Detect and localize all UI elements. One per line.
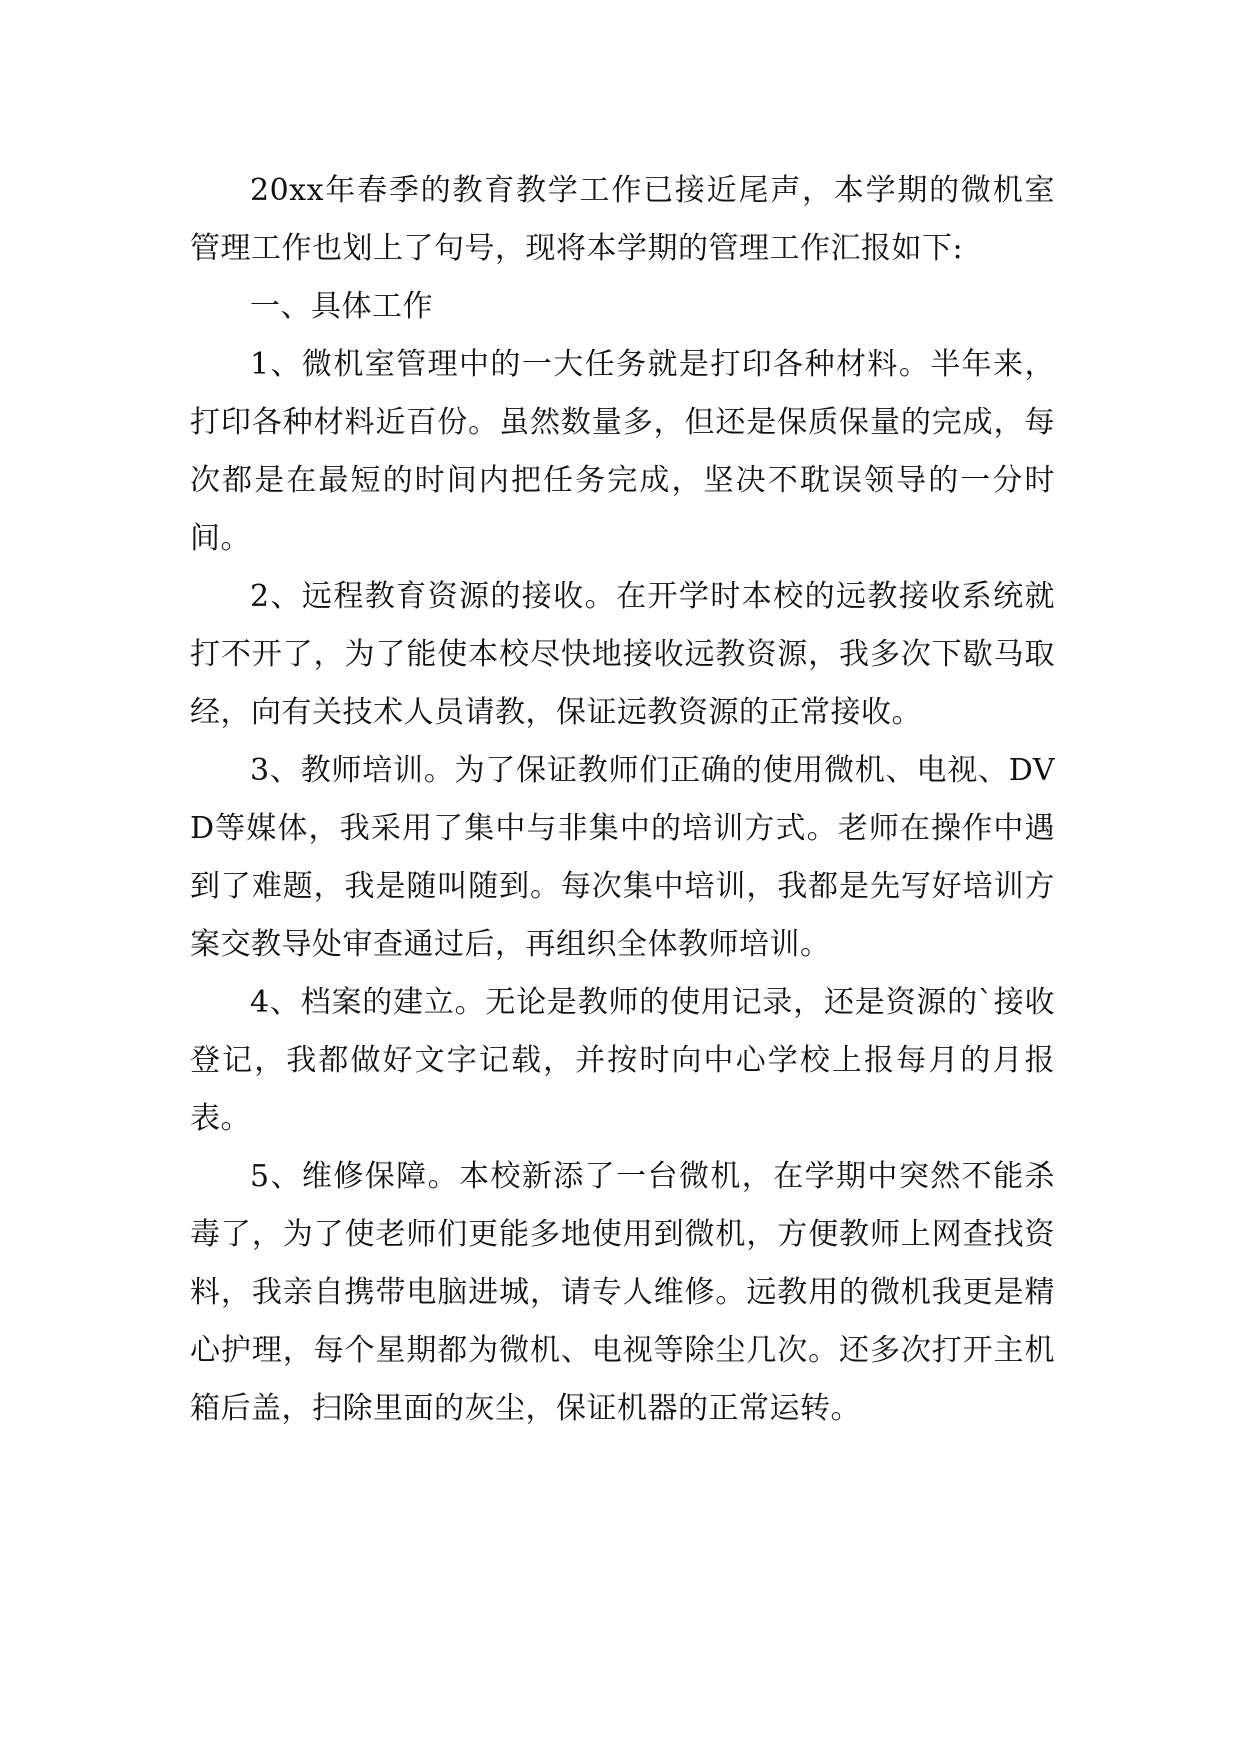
item-2-paragraph: 2、远程教育资源的接收。在开学时本校的远教接收系统就打不开了，为了能使本校尽快地接收远教资源，我多次下歇马取经，向有关技术人员请教，保证远教资源的正常接收。 [190, 579, 1055, 730]
item-4-paragraph: 4、档案的建立。无论是教师的使用记录，还是资源的`接收登记，我都做好文字记载，并按时向中心学校上报每月的月报表。 [190, 985, 1055, 1136]
intro-paragraph: 20xx年春季的教育教学工作已接近尾声，本学期的微机室管理工作也划上了句号，现将本学期的管理工作汇报如下: [190, 173, 1055, 266]
item-5-paragraph: 5、维修保障。本校新添了一台微机，在学期中突然不能杀毒了，为了使老师们更能多地使用到微机，方便教师上网查找资料，我亲自携带电脑进城，请专人维修。远教用的微机我更是精心护理，每个星期都为微机、电视等除尘几次。还多次打开主机箱后盖，扫除里面的灰尘，保证机器的正常运转。 [190, 1159, 1055, 1426]
document-body [190, 162, 1055, 1438]
item-1-paragraph: 1、微机室管理中的一大任务就是打印各种材料。半年来，打印各种材料近百份。虽然数量多，但还是保质保量的完成，每次都是在最短的时间内把任务完成，坚决不耽误领导的一分时间。 [190, 347, 1055, 556]
item-3-paragraph: 3、教师培训。为了保证教师们正确的使用微机、电视、DVD等媒体，我采用了集中与非集中的培训方式。老师在操作中遇到了难题，我是随叫随到。每次集中培训，我都是先写好培训方案交教导处审查通过后，再组织全体教师培训。 [190, 753, 1055, 962]
section-heading: 一、具体工作 [250, 289, 433, 324]
